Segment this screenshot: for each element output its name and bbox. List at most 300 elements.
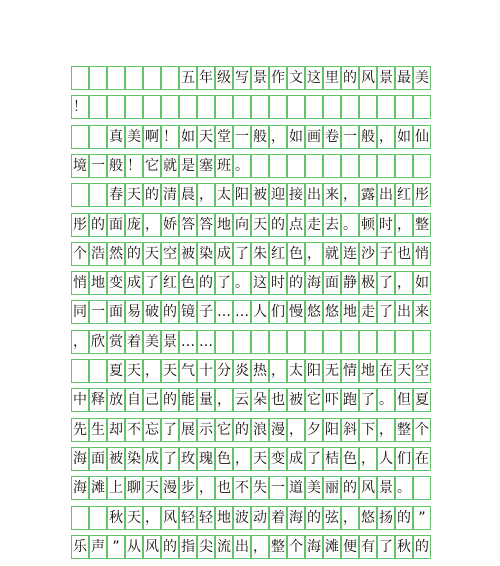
grid-cell: ， <box>305 242 323 266</box>
grid-cell: ， <box>143 213 161 237</box>
grid-cell: 出 <box>395 300 413 324</box>
grid-cell: 吓 <box>323 388 341 412</box>
grid-cell <box>413 330 431 354</box>
grid-cell: 气 <box>179 359 197 383</box>
grid-cell <box>215 95 233 119</box>
grid-cell: 美 <box>305 476 323 500</box>
grid-cell: 浪 <box>251 418 269 442</box>
grid-cell: 了 <box>305 447 323 471</box>
grid-cell: 天 <box>125 183 143 207</box>
grid-cell: 天 <box>143 242 161 266</box>
grid-cell: ， <box>287 418 305 442</box>
grid-cell: 的 <box>413 535 431 559</box>
grid-cell: ！ <box>125 154 143 178</box>
grid-cell: 色 <box>341 447 359 471</box>
grid-cell: 地 <box>359 359 377 383</box>
grid-cell: 慢 <box>287 300 305 324</box>
grid-cell: 夏 <box>413 388 431 412</box>
grid-cell: 美 <box>413 66 431 90</box>
grid-cell: 风 <box>161 506 179 530</box>
grid-cell: 的 <box>341 66 359 90</box>
grid-cell <box>341 154 359 178</box>
grid-cell <box>233 95 251 119</box>
grid-cell <box>179 95 197 119</box>
grid-cell: 就 <box>161 154 179 178</box>
grid-cell: 成 <box>143 447 161 471</box>
grid-cell: 轻 <box>197 506 215 530</box>
grid-cell: 漫 <box>161 476 179 500</box>
grid-cell: 景 <box>377 476 395 500</box>
grid-cell: 点 <box>287 213 305 237</box>
grid-cell: 向 <box>233 213 251 237</box>
grid-cell: 。 <box>377 388 395 412</box>
grid-cell: 轻 <box>179 506 197 530</box>
grid-cell: ， <box>71 330 89 354</box>
grid-cell: 展 <box>179 418 197 442</box>
grid-cell: 景 <box>251 66 269 90</box>
grid-cell: 啊 <box>143 125 161 149</box>
grid-cell: 也 <box>269 388 287 412</box>
grid-cell: ， <box>395 271 413 295</box>
grid-cell: 染 <box>197 242 215 266</box>
grid-cell <box>71 506 89 530</box>
grid-row <box>71 213 431 237</box>
grid-cell: ， <box>233 447 251 471</box>
grid-cell: 面 <box>323 271 341 295</box>
grid-cell: 般 <box>251 125 269 149</box>
grid-cell: ， <box>143 506 161 530</box>
grid-cell: 量 <box>197 388 215 412</box>
grid-cell <box>89 506 107 530</box>
grid-cell <box>377 154 395 178</box>
grid-cell: 斜 <box>341 418 359 442</box>
grid-cell: 浩 <box>89 242 107 266</box>
grid-cell: ， <box>377 125 395 149</box>
grid-cell <box>233 330 251 354</box>
grid-row <box>71 66 431 90</box>
grid-cell: 景 <box>377 66 395 90</box>
grid-cell: 地 <box>215 506 233 530</box>
grid-cell: 上 <box>107 476 125 500</box>
grid-cell: 彤 <box>71 213 89 237</box>
grid-cell: 出 <box>377 183 395 207</box>
grid-cell <box>89 66 107 90</box>
grid-cell: 破 <box>143 300 161 324</box>
grid-cell: 瑰 <box>197 447 215 471</box>
grid-cell: 子 <box>197 300 215 324</box>
grid-cell: 十 <box>197 359 215 383</box>
grid-cell: 答 <box>197 213 215 237</box>
grid-cell: 地 <box>341 300 359 324</box>
grid-cell: 释 <box>89 388 107 412</box>
grid-cell: 道 <box>287 476 305 500</box>
grid-cell: 空 <box>413 359 431 383</box>
grid-cell: 流 <box>215 535 233 559</box>
grid-cell: 面 <box>107 300 125 324</box>
grid-cell: 阳 <box>233 183 251 207</box>
grid-cell: 悠 <box>323 300 341 324</box>
grid-cell: ， <box>197 476 215 500</box>
grid-cell: 示 <box>197 418 215 442</box>
grid-cell <box>161 95 179 119</box>
grid-cell: 。 <box>233 271 251 295</box>
grid-cell: 们 <box>269 300 287 324</box>
grid-cell: 天 <box>251 447 269 471</box>
grid-cell: 美 <box>143 330 161 354</box>
grid-cell: 来 <box>413 300 431 324</box>
grid-cell <box>395 95 413 119</box>
grid-cell: 人 <box>377 447 395 471</box>
grid-cell: 下 <box>359 418 377 442</box>
grid-cell: 然 <box>107 242 125 266</box>
grid-cell: 天 <box>125 359 143 383</box>
grid-cell <box>197 95 215 119</box>
grid-cell: 不 <box>233 476 251 500</box>
grid-cell: 接 <box>287 183 305 207</box>
grid-cell: 春 <box>107 183 125 207</box>
grid-cell: 迎 <box>269 183 287 207</box>
grid-cell: 个 <box>71 242 89 266</box>
grid-cell: 弦 <box>323 506 341 530</box>
grid-cell: 一 <box>269 476 287 500</box>
grid-cell: 红 <box>269 242 287 266</box>
grid-cell: 了 <box>161 447 179 471</box>
grid-cell <box>323 154 341 178</box>
grid-cell: 漫 <box>269 418 287 442</box>
grid-cell: 班 <box>215 154 233 178</box>
grid-cell: ” <box>413 506 431 530</box>
grid-cell: 被 <box>287 388 305 412</box>
grid-cell: 天 <box>125 506 143 530</box>
grid-cell <box>71 359 89 383</box>
grid-cell: 悄 <box>71 271 89 295</box>
grid-cell: 天 <box>161 359 179 383</box>
grid-cell: 了 <box>161 418 179 442</box>
grid-cell: 堂 <box>215 125 233 149</box>
grid-cell <box>89 95 107 119</box>
grid-cell: 人 <box>251 300 269 324</box>
grid-cell: 滩 <box>89 476 107 500</box>
grid-cell: 连 <box>341 242 359 266</box>
grid-cell: 红 <box>395 183 413 207</box>
grid-cell <box>395 330 413 354</box>
grid-cell: 了 <box>377 271 395 295</box>
grid-cell: 地 <box>89 271 107 295</box>
grid-cell: 尖 <box>197 535 215 559</box>
grid-cell: 如 <box>395 125 413 149</box>
grid-cell: 己 <box>143 388 161 412</box>
grid-cell: 仙 <box>413 125 431 149</box>
grid-cell: 们 <box>395 447 413 471</box>
grid-cell: 它 <box>215 418 233 442</box>
grid-cell: 这 <box>305 66 323 90</box>
grid-cell: 走 <box>359 300 377 324</box>
grid-cell: 清 <box>161 183 179 207</box>
grid-cell: 欣 <box>89 330 107 354</box>
grid-cell: 的 <box>161 388 179 412</box>
grid-cell: 太 <box>287 359 305 383</box>
grid-cell: 沙 <box>359 242 377 266</box>
grid-cell <box>89 359 107 383</box>
grid-cell: 来 <box>323 183 341 207</box>
grid-cell: 这 <box>251 271 269 295</box>
grid-cell <box>359 95 377 119</box>
grid-cell: 成 <box>287 447 305 471</box>
grid-cell: 生 <box>89 418 107 442</box>
grid-cell <box>215 330 233 354</box>
grid-row <box>71 154 431 178</box>
grid-cell: 的 <box>161 300 179 324</box>
grid-cell: 也 <box>215 476 233 500</box>
grid-row <box>71 506 431 530</box>
grid-cell: 却 <box>107 418 125 442</box>
grid-cell: 着 <box>125 330 143 354</box>
grid-row <box>71 300 431 324</box>
grid-cell: 整 <box>413 213 431 237</box>
grid-cell <box>359 154 377 178</box>
grid-cell: 了 <box>377 535 395 559</box>
grid-cell: ” <box>107 535 125 559</box>
grid-cell <box>269 154 287 178</box>
grid-cell: 自 <box>125 388 143 412</box>
grid-cell: 着 <box>269 506 287 530</box>
grid-cell <box>89 125 107 149</box>
grid-cell <box>125 95 143 119</box>
grid-cell <box>323 95 341 119</box>
grid-cell: ， <box>269 125 287 149</box>
grid-cell: 顿 <box>359 213 377 237</box>
grid-cell: 风 <box>143 535 161 559</box>
grid-cell: … <box>179 330 197 354</box>
grid-cell: 露 <box>359 183 377 207</box>
grid-cell: 成 <box>215 242 233 266</box>
grid-cell: 晨 <box>179 183 197 207</box>
grid-cell: 玫 <box>179 447 197 471</box>
grid-cell: 子 <box>377 242 395 266</box>
grid-cell: 阳 <box>323 418 341 442</box>
grid-cell: 海 <box>305 271 323 295</box>
grid-cell: 面 <box>107 213 125 237</box>
grid-cell: 文 <box>287 66 305 90</box>
grid-cell: ， <box>215 388 233 412</box>
grid-cell <box>287 154 305 178</box>
grid-cell: … <box>215 300 233 324</box>
grid-cell: 聊 <box>125 476 143 500</box>
grid-cell <box>305 330 323 354</box>
grid-cell: 红 <box>161 271 179 295</box>
grid-cell: 如 <box>413 271 431 295</box>
grid-cell: 如 <box>179 125 197 149</box>
grid-cell: 先 <box>71 418 89 442</box>
grid-cell <box>89 183 107 207</box>
grid-cell: 忘 <box>143 418 161 442</box>
grid-cell: 朱 <box>251 242 269 266</box>
grid-cell: 能 <box>179 388 197 412</box>
grid-cell: 娇 <box>161 213 179 237</box>
grid-cell <box>269 330 287 354</box>
grid-cell: 走 <box>305 213 323 237</box>
grid-row <box>71 125 431 149</box>
grid-cell <box>323 330 341 354</box>
grid-cell: 彤 <box>413 183 431 207</box>
grid-cell: … <box>197 330 215 354</box>
grid-cell: 塞 <box>197 154 215 178</box>
grid-cell: 成 <box>125 271 143 295</box>
grid-cell: 悠 <box>359 506 377 530</box>
grid-cell <box>413 95 431 119</box>
grid-cell: 最 <box>395 66 413 90</box>
grid-cell: 波 <box>233 506 251 530</box>
grid-row <box>71 330 431 354</box>
grid-cell: 卷 <box>323 125 341 149</box>
grid-cell: ， <box>395 213 413 237</box>
grid-cell: 答 <box>179 213 197 237</box>
grid-cell: 也 <box>395 242 413 266</box>
grid-cell: 声 <box>89 535 107 559</box>
grid-cell <box>269 95 287 119</box>
grid-cell <box>143 95 161 119</box>
grid-row <box>71 418 431 442</box>
grid-cell: 在 <box>413 447 431 471</box>
grid-cell <box>125 66 143 90</box>
grid-cell: 一 <box>341 125 359 149</box>
grid-cell <box>107 66 125 90</box>
grid-cell <box>413 154 431 178</box>
grid-cell: 但 <box>395 388 413 412</box>
grid-cell: 一 <box>89 154 107 178</box>
grid-cell: 秋 <box>107 506 125 530</box>
grid-cell: 天 <box>143 476 161 500</box>
grid-cell: 的 <box>143 183 161 207</box>
grid-row <box>71 447 431 471</box>
grid-row <box>71 535 431 559</box>
grid-cell: 秋 <box>395 535 413 559</box>
grid-cell: ， <box>341 183 359 207</box>
grid-cell: 整 <box>395 418 413 442</box>
grid-cell: 的 <box>197 271 215 295</box>
grid-cell: 被 <box>179 242 197 266</box>
grid-cell: 海 <box>305 535 323 559</box>
grid-row <box>71 95 431 119</box>
grid-cell: 色 <box>215 447 233 471</box>
grid-cell: 跑 <box>341 388 359 412</box>
grid-cell: ， <box>251 535 269 559</box>
grid-cell: 般 <box>107 154 125 178</box>
grid-cell: 如 <box>287 125 305 149</box>
grid-cell: 阳 <box>305 359 323 383</box>
grid-row <box>71 388 431 412</box>
grid-cell: 天 <box>251 213 269 237</box>
grid-cell: 分 <box>215 359 233 383</box>
grid-cell: 时 <box>377 213 395 237</box>
grid-cell: 热 <box>251 359 269 383</box>
grid-cell: ， <box>377 418 395 442</box>
grid-cell: 了 <box>377 300 395 324</box>
grid-row <box>71 271 431 295</box>
grid-cell: 它 <box>143 154 161 178</box>
grid-cell: 风 <box>359 66 377 90</box>
grid-cell: 的 <box>341 476 359 500</box>
grid-cell <box>377 330 395 354</box>
grid-cell: 般 <box>359 125 377 149</box>
grid-cell: 的 <box>305 506 323 530</box>
grid-cell: 海 <box>287 506 305 530</box>
grid-cell: 放 <box>107 388 125 412</box>
grid-cell <box>251 154 269 178</box>
grid-cell: 了 <box>233 242 251 266</box>
grid-cell: 一 <box>89 300 107 324</box>
grid-cell: 美 <box>125 125 143 149</box>
grid-cell: 夕 <box>305 418 323 442</box>
grid-cell: 悠 <box>305 300 323 324</box>
grid-cell: 从 <box>125 535 143 559</box>
grid-cell: 海 <box>71 476 89 500</box>
grid-cell: 悄 <box>413 242 431 266</box>
grid-cell: … <box>233 300 251 324</box>
grid-cell: 朵 <box>251 388 269 412</box>
grid-cell: 被 <box>107 447 125 471</box>
grid-cell <box>287 95 305 119</box>
grid-row <box>71 242 431 266</box>
grid-cell: 作 <box>269 66 287 90</box>
grid-cell: 就 <box>323 242 341 266</box>
grid-cell: 风 <box>359 476 377 500</box>
grid-cell: 的 <box>89 213 107 237</box>
grid-cell <box>287 330 305 354</box>
grid-cell: 空 <box>161 242 179 266</box>
grid-cell: 庞 <box>125 213 143 237</box>
grid-cell: 夏 <box>107 359 125 383</box>
grid-cell <box>107 95 125 119</box>
grid-cell: 地 <box>215 213 233 237</box>
grid-cell: ！ <box>71 95 89 119</box>
grid-cell: 步 <box>179 476 197 500</box>
grid-cell: 画 <box>305 125 323 149</box>
grid-cell: 同 <box>71 300 89 324</box>
grid-cell: 滩 <box>323 535 341 559</box>
grid-cell: 的 <box>287 271 305 295</box>
grid-cell: 的 <box>125 242 143 266</box>
grid-cell: 。 <box>233 154 251 178</box>
grid-cell: 写 <box>233 66 251 90</box>
grid-cell: 里 <box>323 66 341 90</box>
grid-cell: 它 <box>305 388 323 412</box>
grid-cell: 被 <box>251 183 269 207</box>
grid-cell: 失 <box>251 476 269 500</box>
grid-cell: 镜 <box>179 300 197 324</box>
grid-cell: 景 <box>161 330 179 354</box>
grid-cell: 指 <box>179 535 197 559</box>
grid-cell: 有 <box>359 535 377 559</box>
grid-cell: 乐 <box>71 535 89 559</box>
grid-cell: 真 <box>107 125 125 149</box>
grid-cell: 易 <box>125 300 143 324</box>
grid-cell: 桔 <box>323 447 341 471</box>
grid-cell: 丽 <box>323 476 341 500</box>
grid-cell: ， <box>197 183 215 207</box>
grid-cell <box>71 125 89 149</box>
grid-cell: 太 <box>215 183 233 207</box>
grid-cell: 动 <box>251 506 269 530</box>
grid-cell <box>71 66 89 90</box>
grid-cell: ， <box>359 447 377 471</box>
grid-cell: 不 <box>125 418 143 442</box>
grid-cell: 了 <box>359 388 377 412</box>
grid-cell: 海 <box>71 447 89 471</box>
grid-cell: 年 <box>197 66 215 90</box>
grid-cell: 色 <box>179 271 197 295</box>
grid-cell <box>251 95 269 119</box>
